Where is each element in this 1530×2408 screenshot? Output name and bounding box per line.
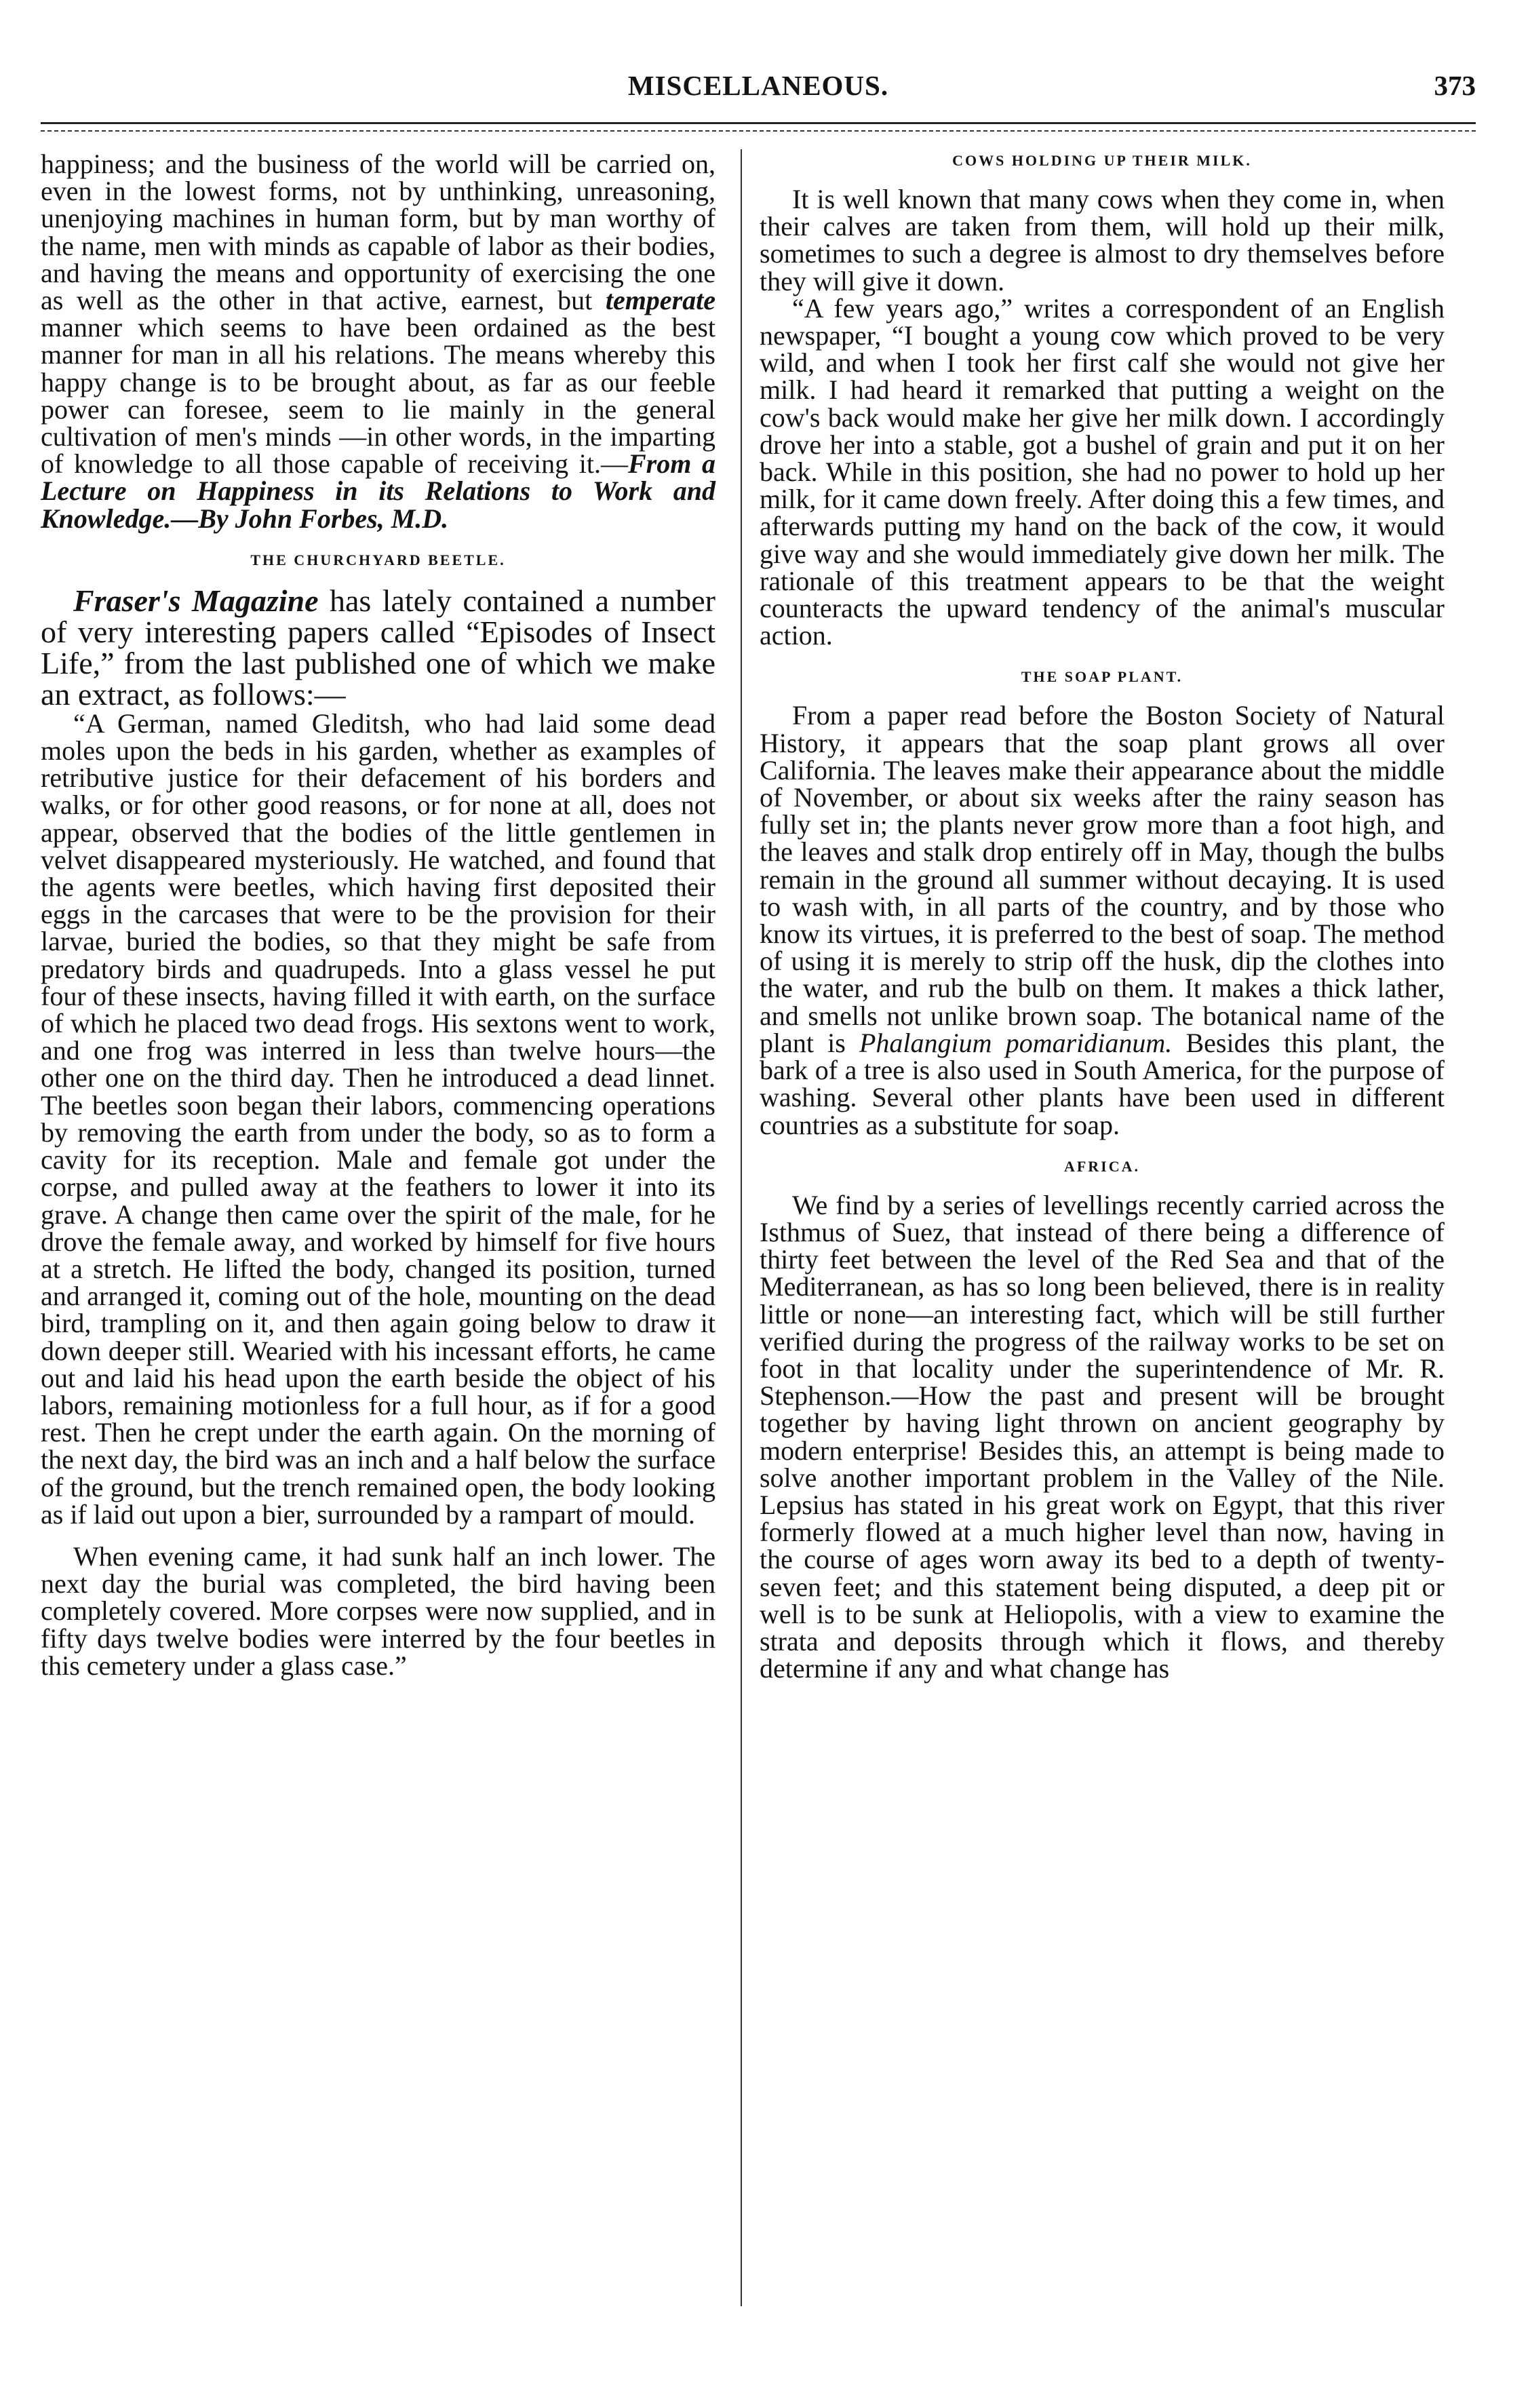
cows-paragraph-1: It is well known that many cows when they come in, when their calves are taken from them, will hold up their milk, sometimes to such a degree is almost to dry themselves before they will give it down. xyxy=(760,184,1445,296)
heading-soap-plant: THE SOAP PLANT. xyxy=(1021,668,1183,686)
heading-cows: COWS HOLDING UP THEIR MILK. xyxy=(952,152,1252,169)
heading-africa: AFRICA. xyxy=(1063,1157,1141,1175)
botanical-name: Phalangium pomaridianum. xyxy=(859,1027,1173,1058)
heading-churchyard-beetle: THE CHURCHYARD BEETLE. xyxy=(250,551,506,568)
forbes-source: From a Lecture on Happiness in its Relations to Work and Knowledge.—By John Forbes, M.D. xyxy=(41,448,716,534)
forbes-text: happiness; and the business of the world will be carried on, even in the lowest forms, not by unthinking, unreasoning, unenjoying machines in human form, but by man worthy of the name, men with minds as capable of labor as their bodies, and having the means and opportunity of exercising the one as well as the other in that active, earnest, but xyxy=(41,149,715,316)
beetle-intro-text: has lately contained a number of very interesting papers called “Episodes of Insect Life,” from the last published one of which we make an extract, as follows:— xyxy=(41,583,715,712)
right-column xyxy=(760,151,1445,1682)
forbes-text-tail: manner which seems to have been ordained as the best manner for man in all his relations. The means whereby this happy change is to be brought about, as far as our feeble power can foresee, seem to lie mainly in the general cultivation of men's minds —in other words, in the imparting of knowledge to all those capable of receiving it.— xyxy=(41,312,715,480)
magazine-title: Fraser's Magazine xyxy=(73,583,319,618)
column-divider xyxy=(741,149,742,2306)
soap-text-tail: Besides this plant, the bark of a tree is also used in South America, for the purpose of washing. Several other plants have been used in different countries as a substitute for soap. xyxy=(760,1027,1445,1140)
page-number: 373 xyxy=(1434,70,1476,101)
soap-text: From a paper read before the Boston Society of Natural History, it appears that the soap plant grows all over California. The leaves make their appearance about the middle of November, or about six weeks after the rainy season has fully set in; the plants never grow more than a foot high, and the leaves and stalk drop entirely off in May, though the bulbs remain in the ground all summer without decaying. It is used to wash with, in all parts of the country, and by those who know its virtues, it is preferred to the best of soap. The method of using it is merely to strip off the husk, dip the clothes into the water, and rub the bulb on them. It makes a thick lather, and smells not unlike brown soap. The botanical name of the plant is xyxy=(760,700,1445,1058)
header-rule xyxy=(41,122,1476,124)
page-header xyxy=(41,68,1476,115)
beetle-intro xyxy=(41,585,715,710)
forbes-emphasis: temperate xyxy=(605,285,715,316)
beetle-extract: “A German, named Gleditsh, who had laid some dead moles upon the beds in his garden, whether as examples of retributive justice for their defacement of his borders and walks, or for other good reasons, or for none at all, does not appear, observed that the bodies of the little gentlemen in velvet disappeared mysteriously. He watched, and found that the agents were beetles, which having first deposited their eggs in the carcases that were to be the provision for their larvae, buried the bodies, so that they might be safe from predatory birds and quadrupeds. Into a glass vessel he put four of these insects, having filled it with earth, on the surface of which he placed two dead frogs. His sextons went to work, and one frog was interred in less than twelve hours—the other one on the third day. Then he introduced a dead linnet. The beetles soon began their labors, commencing operations by removing the earth from under the body, so as to form a cavity for its reception. Male and female got under the corpse, and pulled away at the feathers to lower it into its grave. A change then came over the spirit of the male, for he drove the female away, and worked by himself for five hours at a stretch. He lifted the body, changed its position, turned and arranged it, coming out of the hole, mounting on the dead bird, trampling on it, and then again going below to draw it down deeper still. Wearied with his incessant efforts, he came out and laid his head upon the earth beside the object of his labors, remaining motionless for a full hour, as if for a good rest. Then he crept under the earth again. On the morning of the next day, the bird was an inch and a half below the surface of the ground, but the trench remained open, the body looking as if laid out upon a bier, surrounded by a rampart of mould. xyxy=(41,707,715,1530)
running-head: MISCELLANEOUS. xyxy=(627,70,889,101)
cows-paragraph-2: “A few years ago,” writes a correspondent of an English newspaper, “I bought a young cow which proved to be very wild, and when I took her first calf she would not give her milk. I had heard it remarked that putting a weight on the cow's back would make her give her milk down. I accordingly drove her into a stable, got a bushel of grain and put it on her back. While in this position, she had no power to hold up her milk, for it came down freely. After doing this a few times, and afterwards putting my hand on the back of the cow, it would give way and she would immediately give down her milk. The rationale of this treatment appears to be that the weight counteracts the upward tendency of the animal's muscular action. xyxy=(760,292,1445,651)
header-rule-dashed xyxy=(41,130,1476,132)
africa-paragraph: We find by a series of levellings recently carried across the Isthmus of Suez, that instead of there being a difference of thirty feet between the level of the Red Sea and that of the Mediterranean, as has so long been believed, there is in reality little or none—an interesting fact, which will be still further verified during the progress of the railway works to be set on foot in that locality under the superintendence of Mr. R. Stephenson.—How the past and present will be brought together by having light thrown on ancient geography by modern enterprise! Besides this, an attempt is being made to solve another important problem in the Valley of the Nile. Lepsius has stated in his great work on Egypt, that this river formerly flowed at a much higher level than now, having in the course of ages worn away its bed to a depth of twenty-seven feet; and this statement being disputed, a deep pit or well is to be sunk at Heliopolis, with a view to examine the strata and deposits through which it flows, and thereby determine if any and what change has xyxy=(760,1189,1445,1684)
soap-paragraph xyxy=(760,702,1445,1138)
forbes-paragraph xyxy=(41,151,715,532)
left-column xyxy=(41,151,715,1679)
beetle-conclusion: When evening came, it had sunk half an inch lower. The next day the burial was completed, the bird having been completely covered. More corpses were now supplied, and in fifty days twelve bodies were interred by the four beetles in this cemetery under a glass case.” xyxy=(41,1540,715,1681)
